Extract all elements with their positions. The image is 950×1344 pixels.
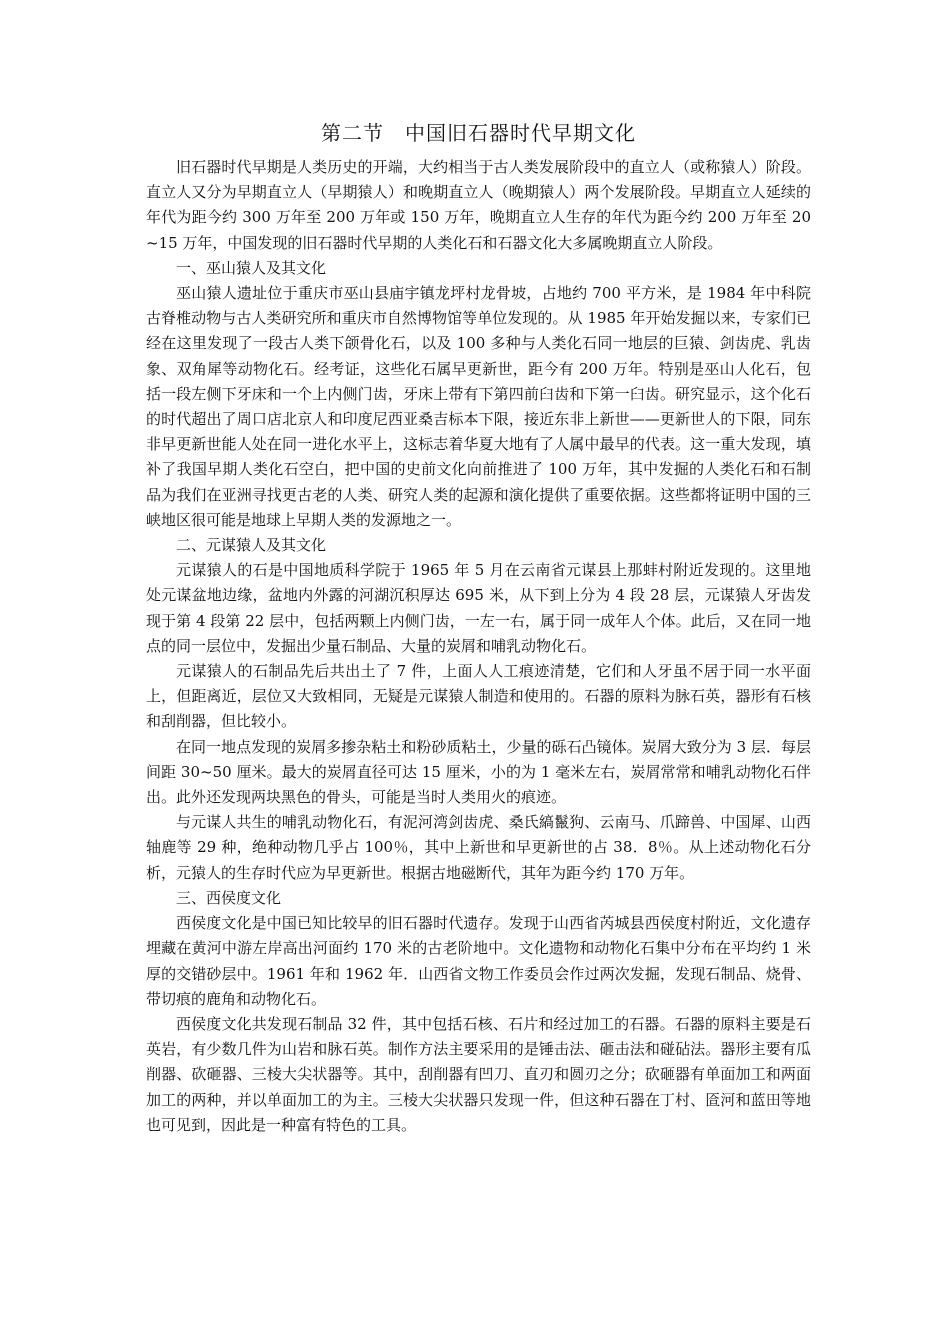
subheading-wushan: 一、巫山猿人及其文化 bbox=[176, 258, 327, 277]
yuanmou-paragraph-3: 在同一地点发现的炭屑多掺杂粘土和粉砂质粘土，少量的砾石凸镜体。炭屑大致分为 3 层．每层间距 30~50 厘米。最大的炭屑直径可达 15 厘米，小的为 1 毫米左右，炭屑常常和哺乳动物化石伴出。此外还发现两块黑色的骨头，可能是当时人类用火的痕迹。 bbox=[146, 737, 811, 807]
yuanmou-paragraph-2: 元谋猿人的石制品先后共出土了 7 件，上面人人工痕迹清楚，它们和人牙虽不居于同一水平面上，但距离近，层位又大致相同，无疑是元谋猿人制造和使用的。石器的原料为脉石英，器形有石核和刮削器，但比较小。 bbox=[146, 662, 811, 731]
document-page bbox=[146, 118, 811, 1138]
subheading-xihoudu: 三、西侯度文化 bbox=[176, 888, 282, 907]
wushan-paragraph: 巫山猿人遗址位于重庆市巫山县庙宇镇龙坪村龙骨坡，占地约 700 平方米，是 1984 年中科院古脊椎动物与古人类研究所和重庆市自然博物馆等单位发现的。从 1985 年开始发掘以来，专家们已经在这里发现了一段古人类下颌骨化石，以及 100 多种与人类化石同一地层的巨猿、剑齿虎、乳齿象、双角犀等动物化石。经考证，这些化石属早更新世，距今有 200 万年。特别是巫山人化石，包括一段左侧下牙床和一个上内侧门齿，牙床上带有下第四前臼齿和下第一臼齿。研究显示，这个化石的时代超出了周口店北京人和印度尼西亚桑吉标本下限，接近东非上新世——更新世人的下限，同东非早更新世能人处在同一进化水平上，这标志着华夏大地有了人属中最早的代表。这一重大发现，填补了我国早期人类化石空白，把中国的史前文化向前推进了 100 万年，其中发掘的人类化石和石制品为我们在亚洲寻找更古老的人类、研究人类的起源和演化提供了重要依据。这些都将证明中国的三峡地区很可能是地球上早期人类的发源地之一。 bbox=[146, 284, 811, 529]
section-title: 第二节 中国旧石器时代早期文化 bbox=[321, 121, 636, 145]
xihoudu-paragraph-1: 西侯度文化是中国已知比较早的旧石器时代遗存。发现于山西省芮城县西侯度村附近，文化遗存埋藏在黄河中游左岸高出河面约 170 米的古老阶地中。文化遗物和动物化石集中分布在平均约 1 米厚的交错砂层中。1961 年和 1962 年．山西省文物工作委员会作过两次发掘，发现石制品、烧骨、带切痕的鹿角和动物化石。 bbox=[146, 914, 811, 1008]
intro-paragraph: 旧石器时代早期是人类历史的开端，大约相当于古人类发展阶段中的直立人（或称猿人）阶段。直立人又分为早期直立人（早期猿人）和晚期直立人（晚期猿人）两个发展阶段。早期直立人延续的年代为距今约 300 万年至 200 万年或 150 万年，晚期直立人生存的年代为距今约 200 万年至 20~15 万年，中国发现的旧石器时代早期的人类化石和石器文化大多属晚期直立人阶段。 bbox=[146, 158, 811, 252]
xihoudu-paragraph-2: 西侯度文化共发现石制品 32 件，其中包括石核、石片和经过加工的石器。石器的原料主要是石英岩，有少数几件为山岩和脉石英。制作方法主要采用的是锤击法、砸击法和碰砧法。器形主要有瓜削器、砍砸器、三棱大尖状器等。其中，刮削器有凹刀、直刃和圆刃之分；砍砸器有单面加工和两面加工的两种，并以单面加工的为主。三棱大尖状器只发现一件，但这种石器在丁村、匼河和蓝田等地也可见到，因此是一种富有特色的工具。 bbox=[146, 1014, 811, 1134]
subheading-yuanmou: 二、元谋猿人及其文化 bbox=[176, 536, 327, 555]
yuanmou-paragraph-1: 元谋猿人的石是中国地质科学院于 1965 年 5 月在云南省元谋县上那蚌村附近发现的。这里地处元谋盆地边缘，盆地内外露的河湖沉积厚达 695 米，从下到上分为 4 段 28 层，元谋猿人牙齿发现于第 4 段第 22 层中，包括两颗上内侧门齿，一左一右，属于同一成年人个体。此后，又在同一地点的同一层位中，发掘出少量石制品、大量的炭屑和哺乳动物化石。 bbox=[146, 561, 811, 655]
yuanmou-paragraph-4: 与元谋人共生的哺乳动物化石，有泥河湾剑齿虎、桑氏縞鬣狗、云南马、爪蹄兽、中国犀、山西轴鹿等 29 种，绝种动物几乎占 100％，其中上新世和早更新世的占 38．8％。从上述动物化石分析，元猿人的生存时代应为早更新世。根据古地磁断代，其年为距今约 170 万年。 bbox=[146, 813, 811, 882]
